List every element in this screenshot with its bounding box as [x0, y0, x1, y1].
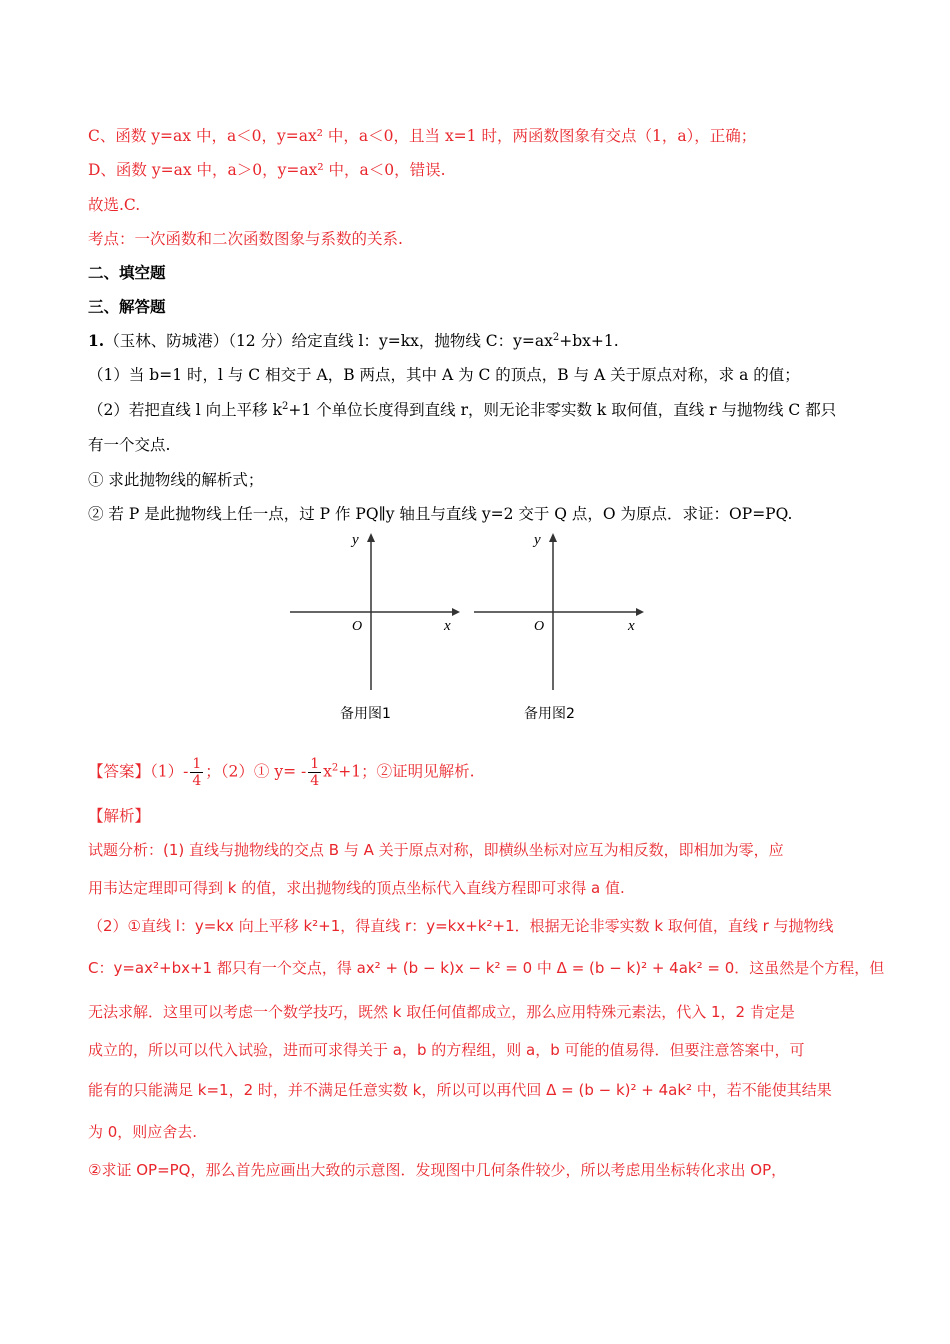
- analysis-line-7: 能有的只能满足 k=1，2 时，并不满足任意实数 k，所以可以再代回 Δ = (b − k)² + 4ak² 中，若不能使其结果: [88, 1081, 832, 1099]
- kaodian: 考点：一次函数和二次函数图象与系数的关系.: [88, 230, 403, 248]
- problem-part1: （1）当 b=1 时，l 与 C 相交于 A，B 两点，其中 A 为 C 的顶点，B 与 A 关于原点对称，求 a 的值；: [88, 366, 800, 384]
- problem-sub2: ② 若 P 是此抛物线上任一点，过 P 作 PQ∥y 轴且与直线 y=2 交于 Q 点，O 为原点．求证：OP=PQ.: [88, 505, 793, 523]
- x-arrow-2: [636, 608, 644, 616]
- problem-sub1: ① 求此抛物线的解析式；: [88, 471, 264, 489]
- x-label-1: x: [444, 618, 451, 634]
- y-arrow-2: [549, 533, 557, 542]
- x-arrow-1: [452, 608, 460, 616]
- answer-tag: 【答案】: [88, 762, 151, 781]
- origin-label-2: O: [534, 619, 545, 634]
- caption-2: 备用图2: [524, 706, 575, 722]
- section-fill-blank: 二、填空题: [88, 263, 166, 282]
- coordinate-figures: [288, 530, 668, 730]
- problem-source-tail: +bx+1.: [559, 332, 619, 350]
- analysis-line-5: 无法求解．这里可以考虑一个数学技巧，既然 k 取任何值都成立，那么应用特殊元素法，代入 1，2 肯定是: [88, 1003, 795, 1021]
- y-label-2: y: [534, 532, 541, 548]
- y-label-1: y: [352, 532, 359, 548]
- figure-2: [474, 532, 644, 722]
- fraction-1: $\frac{1}{4}$: [192, 756, 202, 789]
- analysis-line-1: 试题分析：(1) 直线与抛物线的交点 B 与 A 关于原点对称，即横纵坐标对应互为相反数，即相加为零，应: [88, 841, 784, 859]
- section-answer: 三、解答题: [88, 297, 166, 316]
- solution-option-c: C、函数 y=ax 中，a＜0，y=ax² 中，a＜0，且当 x=1 时，两函数图象有交点（1，a），正确；: [88, 127, 757, 145]
- analysis-line-4: C：y=ax²+bx+1 都只有一个交点，得 ax² + (b − k)x − k² = 0 中 Δ = (b − k)² + 4ak² = 0．这虽然是个方程，但: [88, 959, 885, 977]
- x-label-2: x: [628, 618, 635, 634]
- analysis-line-2: 用韦达定理即可得到 k 的值，求出抛物线的顶点坐标代入直线方程即可求得 a 值.: [88, 879, 625, 897]
- problem-part2-cont: 有一个交点.: [88, 436, 171, 454]
- problem-title: 1.（玉林、防城港）（12 分）给定直线 l：y=kx，抛物线 C：$y=ax^2+bx+1$.: [88, 331, 619, 350]
- solution-choice: 故选.C.: [88, 196, 141, 214]
- axes-diagrams: [288, 530, 668, 730]
- origin-label-1: O: [352, 619, 363, 634]
- fraction-2: $\frac{1}{4}$: [310, 756, 320, 789]
- analysis-line-6: 成立的，所以可以代入试验，进而可求得关于 a，b 的方程组，则 a，b 可能的值易得．但要注意答案中，可: [88, 1041, 805, 1059]
- problem-number: 1.: [88, 331, 105, 350]
- answer-line: 【答案】（1）- $\frac{1}{4}$ ；（2）① y= - $\frac{1}{4}$ $x^2+1$；②证明见解析.: [88, 756, 475, 789]
- solution-option-d: D、函数 y=ax 中，a＞0，y=ax² 中，a＜0，错误.: [88, 161, 446, 179]
- analysis-line-3: （2）①直线 l：y=kx 向上平移 k²+1，得直线 r：y=kx+k²+1．根据无论非零实数 k 取何值，直线 r 与抛物线: [88, 917, 834, 935]
- caption-1: 备用图1: [340, 706, 391, 722]
- analysis-line-8: 为 0，则应舍去.: [88, 1123, 198, 1141]
- figure-1: [290, 532, 460, 722]
- problem-source: （玉林、防城港）（12 分）给定直线 l：y=kx，抛物线 C：y=ax: [104, 332, 553, 350]
- analysis-tag: 【解析】: [88, 807, 151, 825]
- problem-part2: （2）若把直线 l 向上平移 $k^2+1$ 个单位长度得到直线 r，则无论非零实数 k 取何值，直线 r 与抛物线 C 都只: [88, 401, 837, 419]
- y-arrow-1: [367, 533, 375, 542]
- analysis-line-9: ②求证 OP=PQ，那么首先应画出大致的示意图．发现图中几何条件较少，所以考虑用坐标转化求出 OP，: [88, 1161, 787, 1179]
